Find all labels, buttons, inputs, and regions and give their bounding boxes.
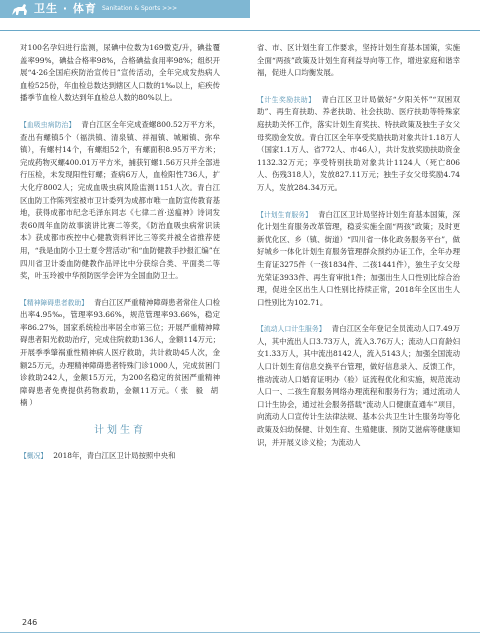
paragraph-overview: 【概况】 2018年，青白江区卫计局按照中央和 [20, 451, 176, 461]
page-number: 246 [22, 618, 38, 627]
paragraph-floating-population: 【流动人口计生服务】 青白江区全年登记全员流动人口7.49万人，其中流出人口3.73万人，流入3.76万人；流动人口育龄妇女1.33万人，其中流出8142人，流入5143人；加强全国流动人口计划生育信息交换平台管理，做好信息录入、反馈工作，推动流动人口婚育证明办（验）证流程优化和实施，规范流动人口一、二孩生育服务网络办理流程和服务行为；通过流动人口计生协会，通过社会服务搭载“流动人口健康直通车”项目，向流动人口宣传计生法律法规、基本公共卫生计生服务均等化政策及妇幼保健、计划生育、生殖健康、预防艾滋病等健康知识，并开展义诊义检；为流动人 [257, 324, 460, 447]
footer-rule [0, 632, 480, 633]
section-title: 卫生 · 体育 [34, 2, 97, 15]
section-heading-family-planning: 计划生育 [94, 425, 146, 437]
paragraph-overview-continued: 省、市、区计划生育工作要求，坚持计划生育基本国策，实施全面“两孩”政策及计划生育利益导向等工作，增进家庭和谐幸福，促进人口均衡发展。 [257, 43, 460, 78]
paragraph-iodine: 对100名孕妇进行监测，尿碘中位数为169微克/升，碘盐覆盖率99%，碘盐合格率98%，合格碘盐食用率98%；组织开展“4·26全国疟疾防治宣传日”宣传活动，全年完成发热病人血检525份，年血检总数达到辖区人口数的1‰以上，疟疾传播季节血检人数达到年血检总人数的80%以上。 [20, 43, 220, 103]
paragraph-mental-health: 【精神障碍患者救助】 青白江区严重精神障碍患者常住人口检出率4.95‰，管理率93.66%，规范管理率93.66%，稳定率86.27%，国家系统检出率居全市第三位；开展严重精神障碍患者阳光救助治疗，完成住院救助136人，金额114万元；开展季季肇祸重性精神病人医疗救助，共计救助45人次，金额25万元，办理精神障碍患者特殊门诊1000人，完成贫困门诊救助242人，金额15万元，为200名稳定的贫困严重精神障碍患者免费提供药物救助，金额11万元。（张 毅 胡 楠） [20, 297, 220, 408]
tag-reward-assistance: 【计生奖励扶助】 [257, 95, 316, 104]
tag-mental-health: 【精神障碍患者救助】 [20, 298, 89, 307]
paragraph-schistosomiasis: 【血吸虫病防治】 青白江区全年完成查螺800.52万平方米，查出有螺镇5个（福洪镇、清泉镇、祥福镇、城厢镇、弥牟镇），有螺村14个，有螺组52个，有螺面积8.95万平方米；完成药物灭螺400.01万平方米，捕获钉螺1.56万只并全部进行压检，未发现阳性钉螺；查病6万人，血检阳性736人，扩大化疗8002人；完成血吸虫病风险监测1151人次。青白江区血防工作陈列室被市卫计委列为成都市唯一血防宣传教育基地，获得成都市纪念毛泽东同志《七律二首·送瘟神》诗词发表60周年血防故事演讲比赛二等奖，《防治血吸虫病常识读本》获成都市疾控中心健教资料评比三等奖并被全省推荐使用，“我是血防小卫士夏令营活动”和“血防健教手抄报汇编”在四川省卫计委血防健教作品评比中分获综合类、平面类二等奖，叶玉玲被中华预防医学会评为全国血防卫士。 [20, 119, 220, 281]
horse-logo-icon [10, 3, 30, 17]
author-signature: （张 毅 胡 楠） [20, 385, 220, 408]
right-column [257, 42, 460, 463]
page-header [0, 0, 480, 31]
tag-planning-services: 【计划生育服务】 [257, 210, 313, 219]
left-column [20, 42, 220, 477]
paragraph-reward-assistance: 【计生奖励扶助】 青白江区卫计局做好“夕阳关怀”“双困双助”、再生育扶助、养老扶助、社会扶助、医疗扶助等特殊家庭扶助关怀工作，落实计划生育奖扶、特扶政策及独生子女父母奖励金发放。青白江区全年享受奖励扶助对象共计1.18万人（国家1.1万人、省772人、市46人），共计发放奖励扶助资金1132.32万元；享受特别扶助对象共计1124人（死亡806人、伤残318人），发放827.11万元；独生子女父母奖励4.74万人，发放284.34万元。 [257, 94, 460, 192]
section-subtitle: Sanitation & Sports >>> [102, 5, 178, 12]
tag-floating-population: 【流动人口计生服务】 [257, 325, 326, 334]
tag-schistosomiasis: 【血吸虫病防治】 [20, 120, 76, 129]
paragraph-planning-services: 【计划生育服务】 青白江区卫计局坚持计划生育基本国策，深化计划生育服务改革管理，稳妥实施全面“两孩”政策；及时更新优化区、乡（镇、街道）“四川省一体化政务服务平台”，做好城乡一体化计划生育服务管理群众预约办证工作，全年办理生育证3275件（一孩1834件、二孩1441件），独生子女父母光荣证3933件、再生育审批1件；加强出生人口性别比综合治理，促进全区出生人口性别比持续正常，2018年全区出生人口性别比为102.71。 [257, 209, 461, 307]
tag-overview: 【概况】 [20, 452, 48, 461]
